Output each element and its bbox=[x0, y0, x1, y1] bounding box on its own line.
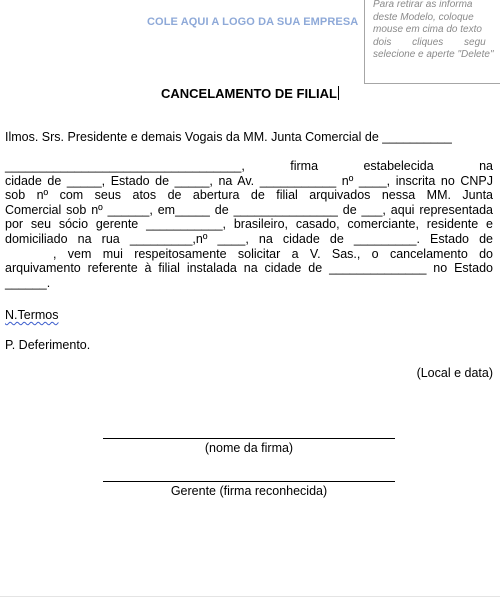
closing-terms[interactable] bbox=[5, 308, 58, 322]
note-line: Para retirar as informa bbox=[373, 0, 473, 10]
request-body-paragraph[interactable] bbox=[5, 159, 493, 290]
closing-terms-text: N.Termos bbox=[5, 308, 59, 322]
body-line: Comercial sob nº ______, em_____ de _______________ de ___, aqui representada bbox=[5, 202, 493, 217]
document-title-block[interactable] bbox=[0, 86, 500, 101]
closing-request[interactable]: P. Deferimento. bbox=[5, 338, 91, 352]
firm-signature-label[interactable]: (nome da firma) bbox=[204, 441, 294, 455]
body-line: cidade de _____, Estado de _____, na Av. ___________ nº ____, inscrita no CNPJ bbox=[5, 173, 493, 188]
body-line: domiciliado na rua _________,nº ____, na cidade de _________. Estado de bbox=[5, 231, 493, 246]
body-line: por seu sócio gerente ___________, brasileiro, casado, comerciante, residente e bbox=[5, 217, 493, 232]
body-line: ______. bbox=[5, 275, 51, 290]
manager-signature-line bbox=[103, 481, 395, 482]
note-line: dois cliques segu bbox=[373, 36, 486, 48]
place-date[interactable]: (Local e data) bbox=[416, 366, 493, 380]
logo-placeholder[interactable]: COLE AQUI A LOGO DA SUA EMPRESA bbox=[147, 16, 359, 28]
note-line: deste Modelo, coloque bbox=[373, 11, 474, 23]
addressee-line[interactable]: Ilmos. Srs. Presidente e demais Vogais da MM. Junta Comercial de __________ bbox=[5, 130, 452, 144]
body-line: , vem mui respeitosamente solicitar a V. Sas., o cancelamento do bbox=[53, 246, 493, 261]
page-bottom-divider bbox=[0, 596, 500, 597]
body-line: __________________________________, firma estabelecida na bbox=[5, 159, 493, 173]
manager-signature-label[interactable]: Gerente (firma reconhecida) bbox=[170, 484, 328, 498]
body-line: sob nº com seus atos de abertura de filial arquivados nessa MM. Junta bbox=[5, 188, 493, 203]
note-line: selecione e aperte "Delete" bbox=[373, 49, 494, 60]
firm-signature-line bbox=[103, 438, 395, 439]
body-line: arquivamento referente à filial instalada na cidade de ______________ no Estado bbox=[5, 261, 493, 276]
text-cursor bbox=[338, 86, 339, 100]
instructions-note-box[interactable] bbox=[364, 0, 500, 84]
document-title: CANCELAMENTO DE FILIAL bbox=[161, 86, 337, 101]
note-line: mouse em cima do texto bbox=[373, 24, 482, 35]
